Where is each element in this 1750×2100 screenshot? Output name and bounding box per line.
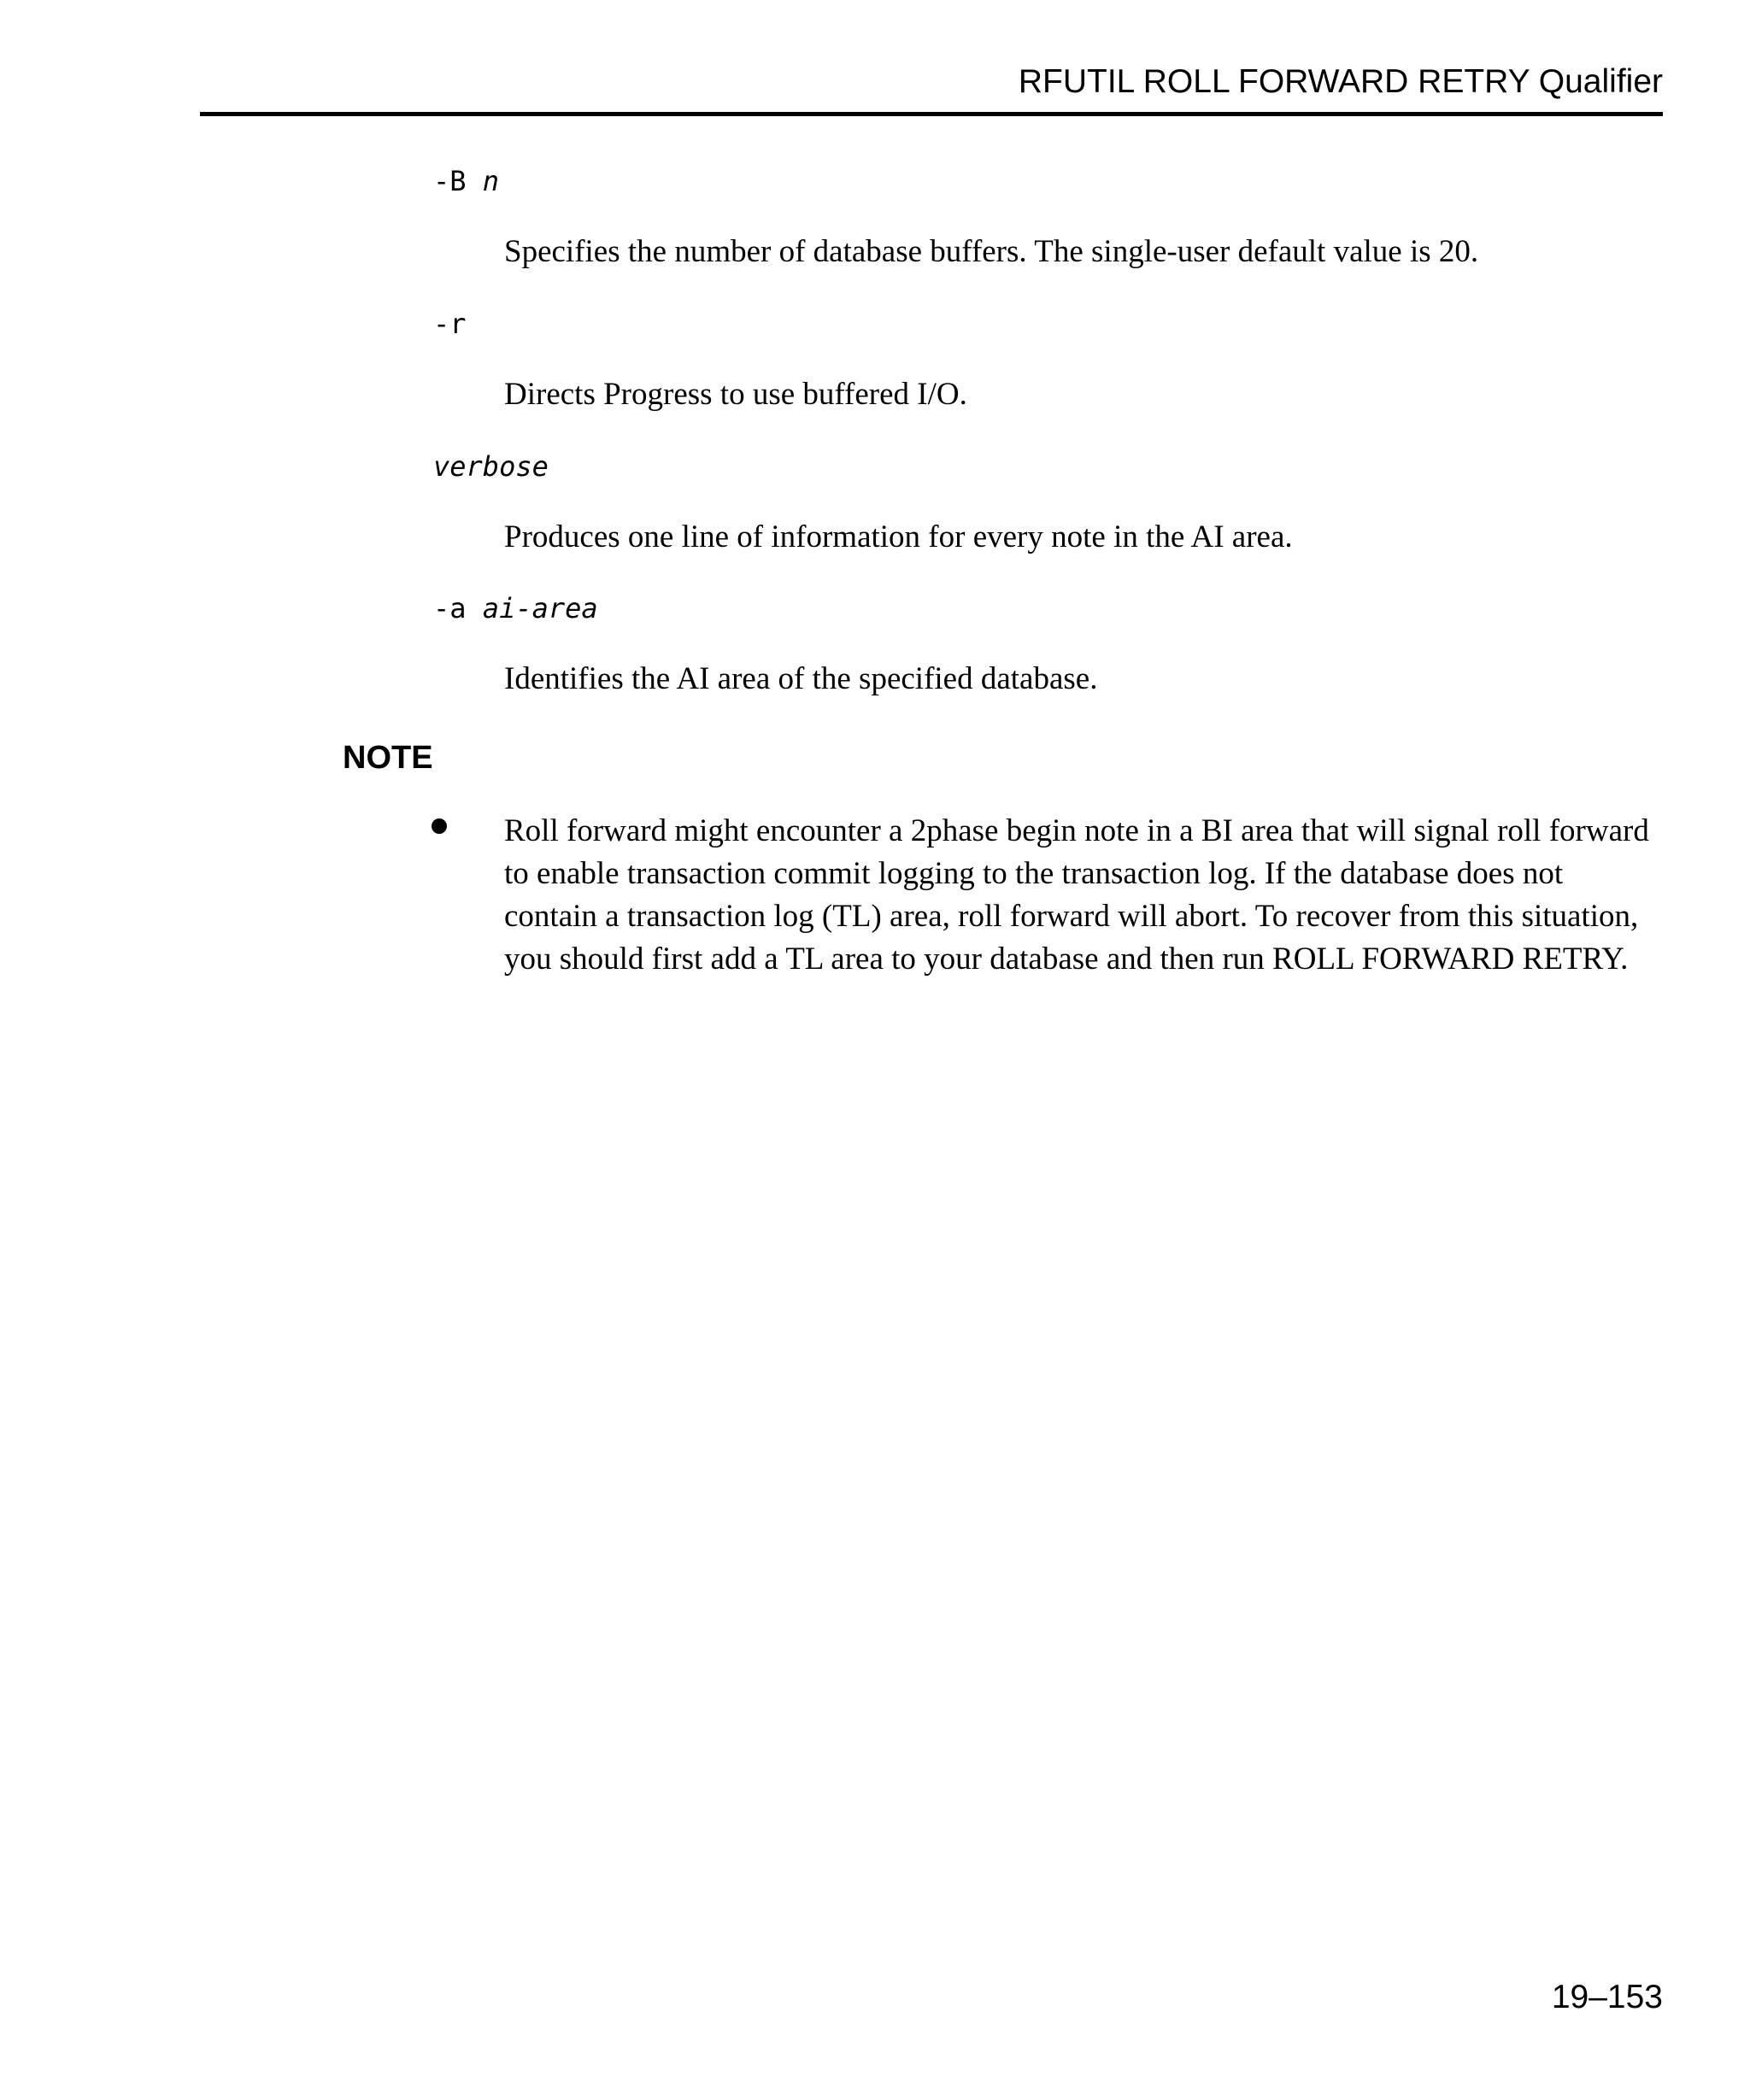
- note-line: contain a transaction log (TL) area, roll forward will abort. To recover from this situation,: [504, 899, 1639, 934]
- parameter-description-ai-area: Identifies the AI area of the specified database.: [504, 661, 1098, 696]
- header-rule: [200, 112, 1663, 116]
- parameter-description-buffers: Specifies the number of database buffers. The single-user default value is 20.: [504, 234, 1479, 269]
- parameter-option: -a: [433, 592, 467, 625]
- parameter-description-verbose: Produces one line of information for every note in the AI area.: [504, 519, 1293, 554]
- parameter-option: -r: [433, 308, 467, 340]
- parameter-option: -B: [433, 165, 467, 197]
- running-header-title: RFUTIL ROLL FORWARD RETRY Qualifier: [1018, 63, 1663, 100]
- note-heading: NOTE: [343, 740, 433, 776]
- parameter-description-buffered-io: Directs Progress to use buffered I/O.: [504, 377, 967, 412]
- parameter-term-verbose: verbose: [433, 450, 549, 483]
- parameter-argument: ai-area: [482, 592, 598, 625]
- note-line: to enable transaction commit logging to the transaction log. If the database does not: [504, 856, 1564, 891]
- parameter-term-ai-area: [433, 592, 598, 625]
- note-line: you should first add a TL area to your database and then run ROLL FORWARD RETRY.: [504, 941, 1629, 977]
- note-line: Roll forward might encounter a 2phase begin note in a BI area that will signal roll forward: [504, 813, 1649, 848]
- bullet-icon: [432, 818, 447, 834]
- parameter-argument: n: [482, 165, 500, 197]
- parameter-term-buffers: [433, 167, 499, 195]
- parameter-term-buffered-io: [433, 308, 467, 340]
- page-number: 19–153: [1551, 1979, 1663, 2015]
